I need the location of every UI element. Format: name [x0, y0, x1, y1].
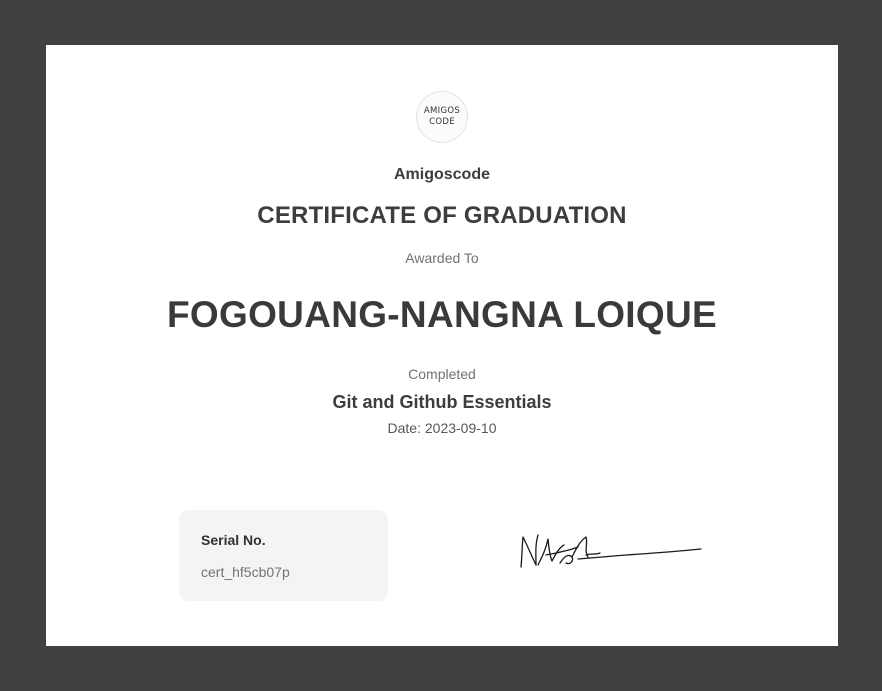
certificate-title: CERTIFICATE OF GRADUATION	[257, 202, 627, 229]
logo-line-1: AMIGOS	[423, 106, 461, 116]
serial-number-box	[179, 510, 388, 601]
signature-image	[516, 527, 706, 577]
serial-number-value: cert_hf5cb07p	[201, 564, 290, 580]
organization-name: Amigoscode	[393, 166, 490, 183]
awarded-to-label: Awarded To	[405, 250, 479, 266]
serial-number-label: Serial No.	[201, 532, 266, 548]
completed-label: Completed	[408, 366, 476, 382]
logo-line-2: CODE	[429, 117, 455, 127]
course-name: Git and Github Essentials	[332, 392, 552, 412]
recipient-name: FOGOUANG-NANGNA LOIQUE	[167, 294, 717, 335]
certificate-paper	[46, 45, 838, 646]
amigoscode-logo	[416, 91, 468, 143]
completion-date: Date: 2023-09-10	[387, 420, 497, 436]
